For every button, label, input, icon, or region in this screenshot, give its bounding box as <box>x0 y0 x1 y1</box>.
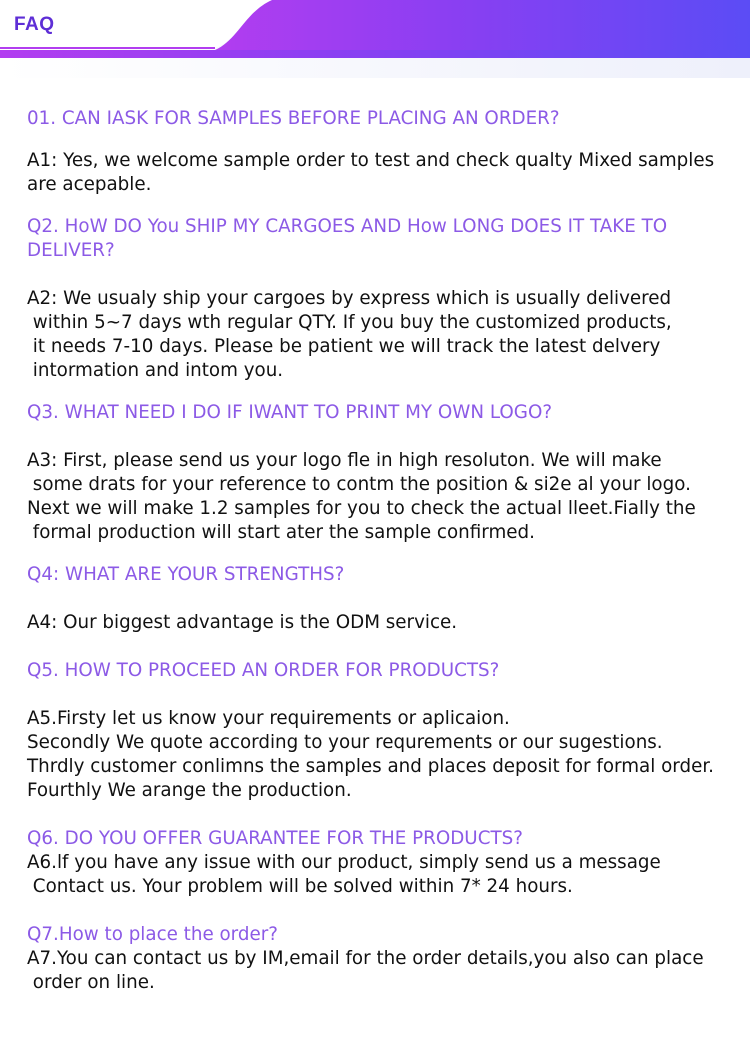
faq-answer-1: A1: Yes, we welcome sample order to test and check qualty Mixed samples are acepable. <box>27 150 715 195</box>
faq-question-6: Q6. DO YOU OFFER GUARANTEE FOR THE PRODUCTS? <box>27 828 523 849</box>
faq-question-2: Q2. HoW DO You SHIP MY CARGOES AND How LONG DOES IT TAKE TO DELIVER? <box>27 216 668 261</box>
faq-answer-6: A6.lf you have any issue with our product, simply send us a message Contact us. Your problem will be solved within 7* 24 hours. <box>27 852 661 897</box>
faq-question-1: 01. CAN IASK FOR SAMPLES BEFORE PLACING AN ORDER? <box>27 108 560 129</box>
faq-question-4: Q4: WHAT ARE YOUR STRENGTHS? <box>27 564 345 585</box>
faq-answer-5: A5.Firsty let us know your requirements or aplicaion. Secondly We quote according to your requrements or our sugestions. Thrdly customer conlimns the samples and places deposit for formal order. Fourthly We arange the production. <box>27 708 714 801</box>
faq-question-3: Q3. WHAT NEED I DO IF IWANT TO PRINT MY OWN LOGO? <box>27 402 553 423</box>
faq-answer-3: A3: First, please send us your logo fle in high resoluton. We will make some drats for your reference to contm the position & si2e al your logo. Next we will make 1.2 samples for you to check the actual lleet.Fially the formal production will start ater the sample confirmed. <box>27 450 696 543</box>
faq-answer-7: A7.You can contact us by IM,email for the order details,you also can place order on line. <box>27 948 704 993</box>
faq-question-5: Q5. HOW TO PROCEED AN ORDER FOR PRODUCTS? <box>27 660 500 681</box>
header-banner-graphic <box>0 0 750 78</box>
faq-answer-2: A2: We usualy ship your cargoes by express which is usually delivered within 5~7 days wth regular QTY. If you buy the customized products, it needs 7-10 days. Please be patient we will track the latest delvery intormation and intom you. <box>27 288 672 381</box>
page-header <box>0 0 750 78</box>
faq-answer-4: A4: Our biggest advantage is the ODM service. <box>27 612 458 633</box>
page-title: FAQ <box>14 14 55 35</box>
faq-question-7: Q7.How to place the order? <box>27 924 278 945</box>
